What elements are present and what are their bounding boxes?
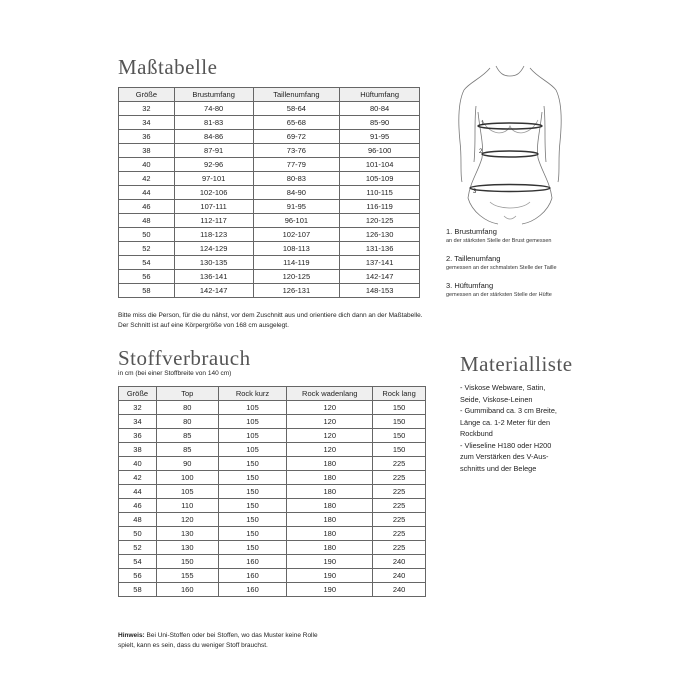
table-cell: 38 bbox=[119, 144, 175, 158]
table-cell: 90 bbox=[156, 457, 218, 471]
table-cell: 116-119 bbox=[340, 200, 420, 214]
table-cell: 65-68 bbox=[253, 116, 340, 130]
table-cell: 87-91 bbox=[174, 144, 253, 158]
material-list-line: Seide, Viskose-Leinen bbox=[460, 394, 533, 404]
table-cell: 80 bbox=[156, 415, 218, 429]
table-cell: 120 bbox=[287, 443, 373, 457]
table-cell: 148-153 bbox=[340, 284, 420, 298]
table-cell: 46 bbox=[119, 499, 157, 513]
fabric-hint bbox=[118, 631, 318, 651]
table-cell: 225 bbox=[373, 513, 426, 527]
table-cell: 180 bbox=[287, 457, 373, 471]
table-cell: 36 bbox=[119, 130, 175, 144]
table-cell: 105-109 bbox=[340, 172, 420, 186]
table-cell: 180 bbox=[287, 471, 373, 485]
table-cell: 180 bbox=[287, 499, 373, 513]
table-cell: 160 bbox=[156, 583, 218, 597]
table-cell: 150 bbox=[218, 457, 287, 471]
table-cell: 107-111 bbox=[174, 200, 253, 214]
table-cell: 50 bbox=[119, 527, 157, 541]
table-cell: 150 bbox=[373, 429, 426, 443]
table-cell: 58-64 bbox=[253, 102, 340, 116]
size-chart-note-line1: Bitte miss die Person, für die du nähst, vor dem Zuschnitt aus und orientiere dich dann an der Maßtabelle. bbox=[118, 312, 423, 319]
table-cell: 118-123 bbox=[174, 228, 253, 242]
material-list-line: schnitts und der Belege bbox=[460, 463, 537, 473]
header-groesse: Größe bbox=[119, 88, 175, 102]
table-cell: 155 bbox=[156, 569, 218, 583]
header-groesse: Größe bbox=[119, 387, 157, 401]
fabric-consumption-subtitle: in cm (bei einer Stoffbreite von 140 cm) bbox=[118, 370, 232, 377]
marker-2: 2 bbox=[479, 149, 483, 155]
table-cell: 180 bbox=[287, 527, 373, 541]
table-cell: 190 bbox=[287, 555, 373, 569]
table-cell: 58 bbox=[119, 284, 175, 298]
table-cell: 105 bbox=[218, 415, 287, 429]
table-cell: 92-96 bbox=[174, 158, 253, 172]
measurement-legend bbox=[446, 227, 626, 308]
table-cell: 44 bbox=[119, 186, 175, 200]
legend-item-taillenumfang bbox=[446, 254, 626, 272]
header-rock-kurz: Rock kurz bbox=[218, 387, 287, 401]
table-cell: 160 bbox=[218, 555, 287, 569]
fabric-consumption-title: Stoffverbrauch bbox=[118, 346, 251, 370]
header-hueftumfang: Hüftumfang bbox=[340, 88, 420, 102]
table-row bbox=[119, 102, 420, 116]
table-cell: 36 bbox=[119, 429, 157, 443]
table-cell: 102-106 bbox=[174, 186, 253, 200]
table-row bbox=[119, 485, 426, 499]
size-chart-table bbox=[118, 87, 420, 298]
table-cell: 160 bbox=[218, 569, 287, 583]
legend-desc: gemessen an der stärksten Stelle der Hüfte bbox=[446, 292, 552, 298]
table-cell: 110-115 bbox=[340, 186, 420, 200]
table-cell: 225 bbox=[373, 499, 426, 513]
table-row bbox=[119, 242, 420, 256]
header-taillenumfang: Taillenumfang bbox=[253, 88, 340, 102]
table-cell: 150 bbox=[373, 415, 426, 429]
table-cell: 58 bbox=[119, 583, 157, 597]
table-cell: 101-104 bbox=[340, 158, 420, 172]
material-list-line: - Viskose Webware, Satin, bbox=[460, 383, 546, 392]
table-cell: 137-141 bbox=[340, 256, 420, 270]
table-cell: 34 bbox=[119, 415, 157, 429]
table-cell: 120 bbox=[287, 401, 373, 415]
table-row bbox=[119, 527, 426, 541]
table-cell: 112-117 bbox=[174, 214, 253, 228]
size-chart-note-line2: Der Schnitt ist auf eine Körpergröße von 168 cm ausgelegt. bbox=[118, 322, 289, 329]
material-list-title: Materialliste bbox=[460, 352, 573, 376]
table-row bbox=[119, 555, 426, 569]
table-cell: 42 bbox=[119, 172, 175, 186]
table-row bbox=[119, 228, 420, 242]
table-row bbox=[119, 415, 426, 429]
table-row bbox=[119, 116, 420, 130]
material-list-line: zum Verstärken des V-Aus- bbox=[460, 452, 549, 461]
table-cell: 150 bbox=[218, 471, 287, 485]
table-cell: 80 bbox=[156, 401, 218, 415]
table-row bbox=[119, 471, 426, 485]
table-cell: 225 bbox=[373, 527, 426, 541]
legend-label: 2. Taillenumfang bbox=[446, 254, 501, 263]
table-cell: 160 bbox=[218, 583, 287, 597]
legend-item-hueftumfang bbox=[446, 281, 626, 299]
table-cell: 150 bbox=[218, 513, 287, 527]
table-cell: 131-136 bbox=[340, 242, 420, 256]
table-cell: 126-131 bbox=[253, 284, 340, 298]
header-rock-wadenlang: Rock wadenlang bbox=[287, 387, 373, 401]
table-cell: 46 bbox=[119, 200, 175, 214]
table-cell: 150 bbox=[373, 401, 426, 415]
table-cell: 136-141 bbox=[174, 270, 253, 284]
header-rock-lang: Rock lang bbox=[373, 387, 426, 401]
header-top: Top bbox=[156, 387, 218, 401]
table-cell: 52 bbox=[119, 242, 175, 256]
table-cell: 38 bbox=[119, 443, 157, 457]
fabric-consumption-body bbox=[119, 401, 426, 597]
table-row bbox=[119, 172, 420, 186]
table-cell: 240 bbox=[373, 555, 426, 569]
table-cell: 100 bbox=[156, 471, 218, 485]
table-cell: 85 bbox=[156, 443, 218, 457]
table-cell: 120 bbox=[156, 513, 218, 527]
material-list-line: Rockbund bbox=[460, 429, 493, 438]
marker-3: 3 bbox=[473, 189, 477, 195]
table-row bbox=[119, 144, 420, 158]
table-cell: 120 bbox=[287, 415, 373, 429]
table-cell: 74-80 bbox=[174, 102, 253, 116]
fabric-hint-label: Hinweis: bbox=[118, 632, 145, 639]
table-cell: 97-101 bbox=[174, 172, 253, 186]
table-cell: 85-90 bbox=[340, 116, 420, 130]
material-list-line: - Gummiband ca. 3 cm Breite, bbox=[460, 406, 557, 415]
table-cell: 96-100 bbox=[340, 144, 420, 158]
table-cell: 77-79 bbox=[253, 158, 340, 172]
table-cell: 130 bbox=[156, 527, 218, 541]
table-cell: 105 bbox=[218, 443, 287, 457]
table-row bbox=[119, 130, 420, 144]
material-list-line: Länge ca. 1-2 Meter für den bbox=[460, 417, 551, 427]
table-cell: 105 bbox=[218, 401, 287, 415]
legend-desc: gemessen an der schmalsten Stelle der Taille bbox=[446, 265, 557, 271]
table-cell: 69-72 bbox=[253, 130, 340, 144]
table-cell: 126-130 bbox=[340, 228, 420, 242]
table-cell: 80-83 bbox=[253, 172, 340, 186]
table-cell: 114-119 bbox=[253, 256, 340, 270]
table-cell: 180 bbox=[287, 541, 373, 555]
table-cell: 40 bbox=[119, 158, 175, 172]
table-cell: 56 bbox=[119, 270, 175, 284]
table-row bbox=[119, 270, 420, 284]
table-cell: 142-147 bbox=[174, 284, 253, 298]
table-cell: 225 bbox=[373, 457, 426, 471]
table-cell: 110 bbox=[156, 499, 218, 513]
table-cell: 56 bbox=[119, 569, 157, 583]
table-row bbox=[119, 429, 426, 443]
table-cell: 32 bbox=[119, 102, 175, 116]
fabric-consumption-table bbox=[118, 386, 426, 597]
table-cell: 50 bbox=[119, 228, 175, 242]
table-cell: 105 bbox=[218, 429, 287, 443]
table-cell: 108-113 bbox=[253, 242, 340, 256]
table-cell: 150 bbox=[218, 541, 287, 555]
table-row bbox=[119, 443, 426, 457]
table-cell: 190 bbox=[287, 569, 373, 583]
size-chart-body bbox=[119, 102, 420, 298]
table-cell: 34 bbox=[119, 116, 175, 130]
fabric-header-row bbox=[119, 387, 426, 401]
table-cell: 42 bbox=[119, 471, 157, 485]
table-row bbox=[119, 256, 420, 270]
legend-desc: an der stärksten Stelle der Brust gemessen bbox=[446, 238, 552, 244]
table-cell: 105 bbox=[156, 485, 218, 499]
table-cell: 150 bbox=[156, 555, 218, 569]
marker-1: 1 bbox=[481, 121, 485, 127]
table-cell: 81-83 bbox=[174, 116, 253, 130]
table-cell: 225 bbox=[373, 541, 426, 555]
table-row bbox=[119, 214, 420, 228]
fabric-hint-text: Bei Uni-Stoffen oder bei Stoffen, wo das Muster keine Rolle bbox=[144, 632, 318, 639]
table-cell: 40 bbox=[119, 457, 157, 471]
table-cell: 54 bbox=[119, 256, 175, 270]
table-cell: 240 bbox=[373, 569, 426, 583]
table-row bbox=[119, 499, 426, 513]
table-cell: 48 bbox=[119, 513, 157, 527]
body-silhouette-illustration bbox=[452, 62, 570, 230]
table-cell: 91-95 bbox=[340, 130, 420, 144]
table-cell: 73-76 bbox=[253, 144, 340, 158]
table-cell: 150 bbox=[218, 499, 287, 513]
table-cell: 84-86 bbox=[174, 130, 253, 144]
table-row bbox=[119, 284, 420, 298]
table-cell: 240 bbox=[373, 583, 426, 597]
table-row bbox=[119, 158, 420, 172]
table-row bbox=[119, 569, 426, 583]
legend-label: 1. Brustumfang bbox=[446, 227, 497, 236]
table-cell: 52 bbox=[119, 541, 157, 555]
table-row bbox=[119, 513, 426, 527]
table-cell: 225 bbox=[373, 471, 426, 485]
table-cell: 32 bbox=[119, 401, 157, 415]
table-row bbox=[119, 200, 420, 214]
table-cell: 150 bbox=[218, 485, 287, 499]
legend-item-brustumfang bbox=[446, 227, 626, 245]
fabric-hint-line2: spielt, kann es sein, dass du weniger Stoff brauchst. bbox=[118, 642, 268, 649]
table-cell: 85 bbox=[156, 429, 218, 443]
table-cell: 180 bbox=[287, 513, 373, 527]
table-cell: 150 bbox=[218, 527, 287, 541]
table-cell: 48 bbox=[119, 214, 175, 228]
table-cell: 84-90 bbox=[253, 186, 340, 200]
size-chart-note bbox=[118, 311, 423, 331]
table-row bbox=[119, 457, 426, 471]
table-cell: 150 bbox=[373, 443, 426, 457]
material-list-line: - Vlieseline H180 oder H200 bbox=[460, 440, 552, 450]
table-row bbox=[119, 401, 426, 415]
table-row bbox=[119, 583, 426, 597]
table-cell: 120 bbox=[287, 429, 373, 443]
table-row bbox=[119, 541, 426, 555]
table-cell: 102-107 bbox=[253, 228, 340, 242]
size-chart-title: Maßtabelle bbox=[118, 55, 218, 79]
table-cell: 130-135 bbox=[174, 256, 253, 270]
table-cell: 96-101 bbox=[253, 214, 340, 228]
table-cell: 91-95 bbox=[253, 200, 340, 214]
table-cell: 80-84 bbox=[340, 102, 420, 116]
table-cell: 120-125 bbox=[340, 214, 420, 228]
table-cell: 124-129 bbox=[174, 242, 253, 256]
table-cell: 54 bbox=[119, 555, 157, 569]
table-cell: 130 bbox=[156, 541, 218, 555]
table-cell: 225 bbox=[373, 485, 426, 499]
size-chart-header-row bbox=[119, 88, 420, 102]
table-cell: 142-147 bbox=[340, 270, 420, 284]
table-cell: 44 bbox=[119, 485, 157, 499]
table-row bbox=[119, 186, 420, 200]
material-list bbox=[460, 382, 590, 474]
body-measurement-figure bbox=[452, 62, 570, 230]
table-cell: 180 bbox=[287, 485, 373, 499]
table-cell: 190 bbox=[287, 583, 373, 597]
legend-label: 3. Hüftumfang bbox=[446, 281, 494, 290]
header-brustumfang: Brustumfang bbox=[174, 88, 253, 102]
table-cell: 120-125 bbox=[253, 270, 340, 284]
